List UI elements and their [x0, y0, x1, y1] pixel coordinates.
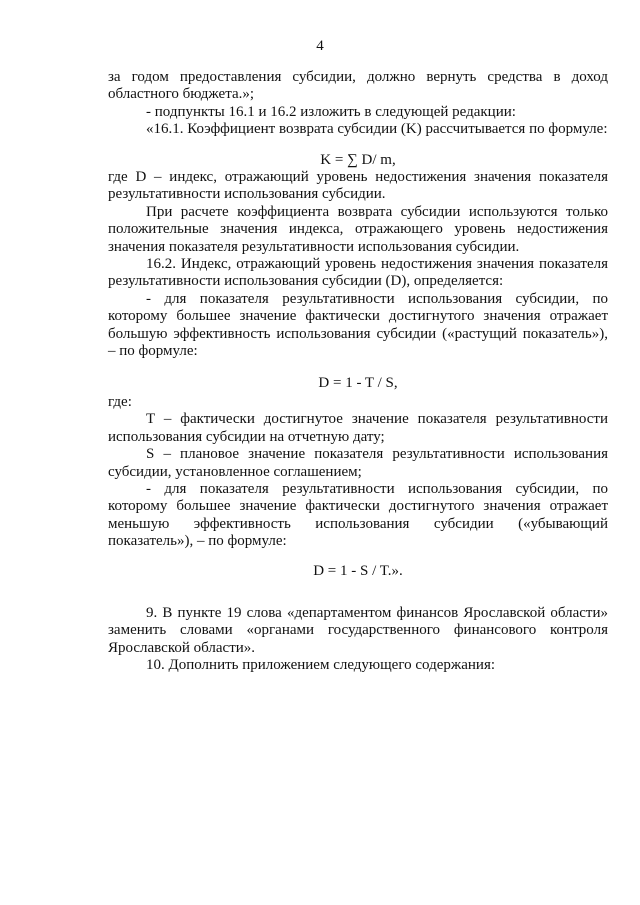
formula-d-decreasing: D = 1 - S / T.».	[313, 562, 403, 579]
paragraph-decreasing-indicator: - для показателя результативности использования субсидии, по которому большее значение фактически достигнутого значения отражает меньшую эффективность использования субсидии («убывающий показатель»), – по формуле:	[108, 480, 608, 550]
paragraph-16-2: 16.2. Индекс, отражающий уровень недостижения значения показателя результативности использования субсидии (D), определяется:	[108, 256, 608, 290]
paragraph-item-10: 10. Дополнить приложением следующего содержания:	[146, 657, 496, 674]
paragraph-where-d: где D – индекс, отражающий уровень недостижения значения показателя результативности использования субсидии.	[108, 169, 608, 203]
document-body	[108, 69, 608, 675]
paragraph-positive-values: При расчете коэффициента возврата субсидии используются только положительные значения индекса, отражающего уровень недостижения значения показателя результативности использования субсидии.	[108, 203, 608, 255]
paragraph-growing-indicator: - для показателя результативности использования субсидии, по которому большее значение фактически достигнутого значения отражает большую эффективность использования субсидии («растущий показатель»), – по формуле:	[108, 290, 608, 360]
paragraph-item-9: 9. В пункте 19 слова «департаментом финансов Ярославской области» заменить словами «органами государственного финансового контроля Ярославской области».	[108, 604, 608, 656]
paragraph-where: где:	[108, 393, 132, 410]
paragraph-t-definition: T – фактически достигнутое значение показателя результативности использования субсидии на отчетную дату;	[108, 411, 608, 445]
formula-k: K = ∑ D/ m,	[320, 151, 396, 168]
formula-d-growing: D = 1 - T / S,	[318, 374, 398, 391]
page-number: 4	[316, 38, 324, 54]
paragraph-s-definition: S – плановое значение показателя результативности использования субсидии, установленное соглашением;	[108, 446, 608, 480]
paragraph-subitems-intro: - подпункты 16.1 и 16.2 изложить в следующей редакции:	[146, 103, 516, 120]
paragraph-continuation: за годом предоставления субсидии, должно вернуть средства в доход областного бюджета.»;	[108, 69, 608, 103]
paragraph-16-1: «16.1. Коэффициент возврата субсидии (K) рассчитывается по формуле:	[146, 121, 608, 138]
